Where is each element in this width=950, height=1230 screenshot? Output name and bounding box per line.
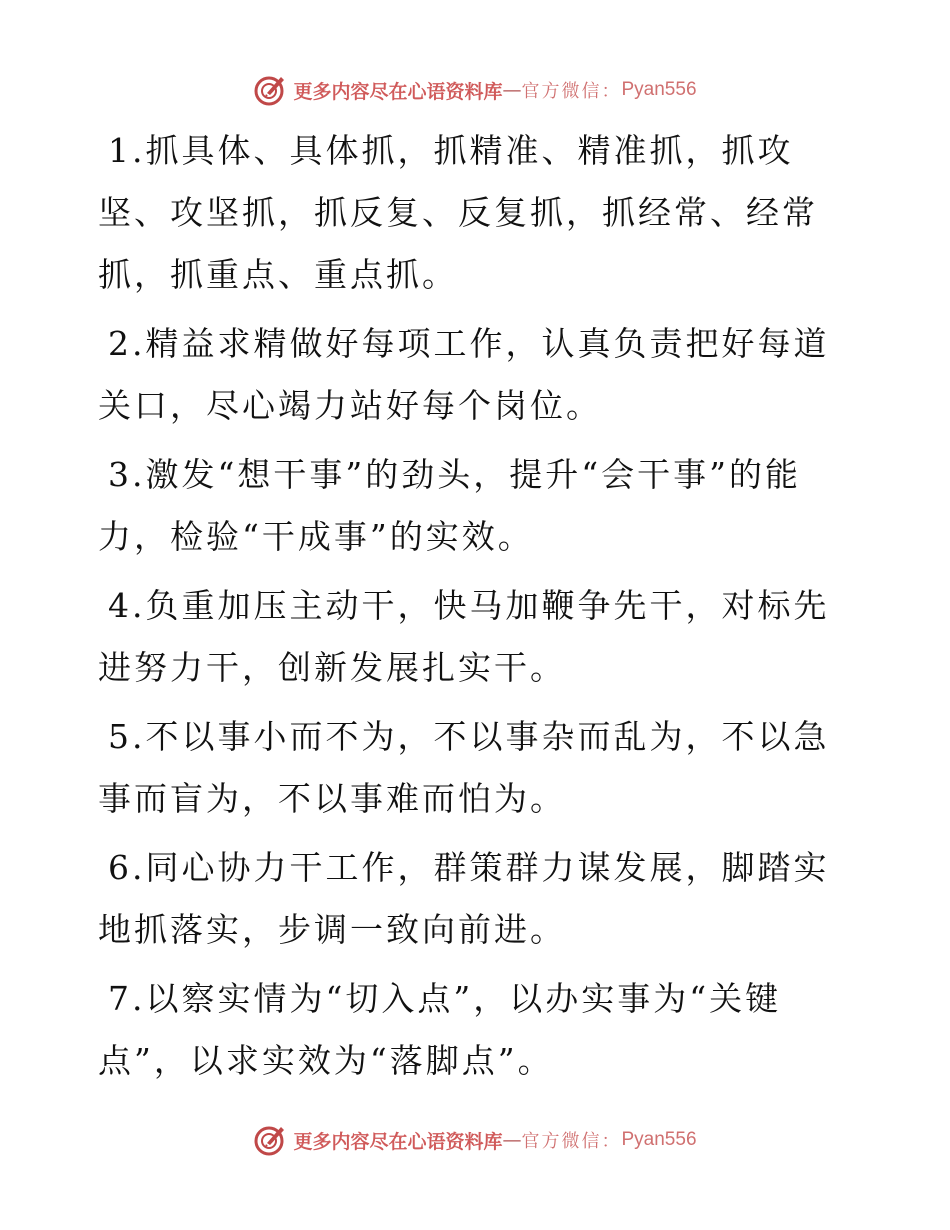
list-item: 5.不以事小而不为，不以事杂而乱为，不以急事而盲为，不以事难而怕为。: [98, 717, 830, 818]
list-item: 6.同心协力干工作，群策群力谋发展，脚踏实地抓落实，步调一致向前进。: [98, 848, 830, 949]
banner-official-label: 官方微信：: [521, 1131, 622, 1152]
banner-wechat-id: Pyan556: [621, 79, 697, 100]
banner-official-label: 官方微信：: [521, 81, 622, 102]
pen-nib-circle-logo-icon: [253, 1123, 287, 1157]
header-banner: [0, 70, 950, 110]
banner-dash: —: [502, 1129, 522, 1151]
banner-main-text: 更多内容尽在心语资料库: [293, 80, 503, 103]
document-body: [98, 120, 858, 1099]
list-item: 4.负重加压主动干，快马加鞭争先干，对标先进努力干，创新发展扎实干。: [98, 586, 830, 687]
list-item: 2.精益求精做好每项工作，认真负责把好每道关口，尽心竭力站好每个岗位。: [98, 324, 830, 425]
banner-wechat-id: Pyan556: [621, 1129, 697, 1150]
list-item: 1.抓具体、具体抓，抓精准、精准抓，抓攻坚、攻坚抓，抓反复、反复抓，抓经常、经常抓，抓重点、重点抓。: [98, 131, 818, 294]
list-item: 3.激发“想干事”的劲头，提升“会干事”的能力，检验“干成事”的实效。: [98, 455, 801, 556]
banner-dash: —: [502, 79, 522, 101]
pen-nib-circle-logo-icon: [253, 73, 287, 107]
list-item: 7.以察实情为“切入点”，以办实事为“关键点”，以求实效为“落脚点”。: [98, 979, 782, 1080]
banner-main-text: 更多内容尽在心语资料库: [293, 1130, 503, 1153]
footer-banner: [0, 1120, 950, 1160]
